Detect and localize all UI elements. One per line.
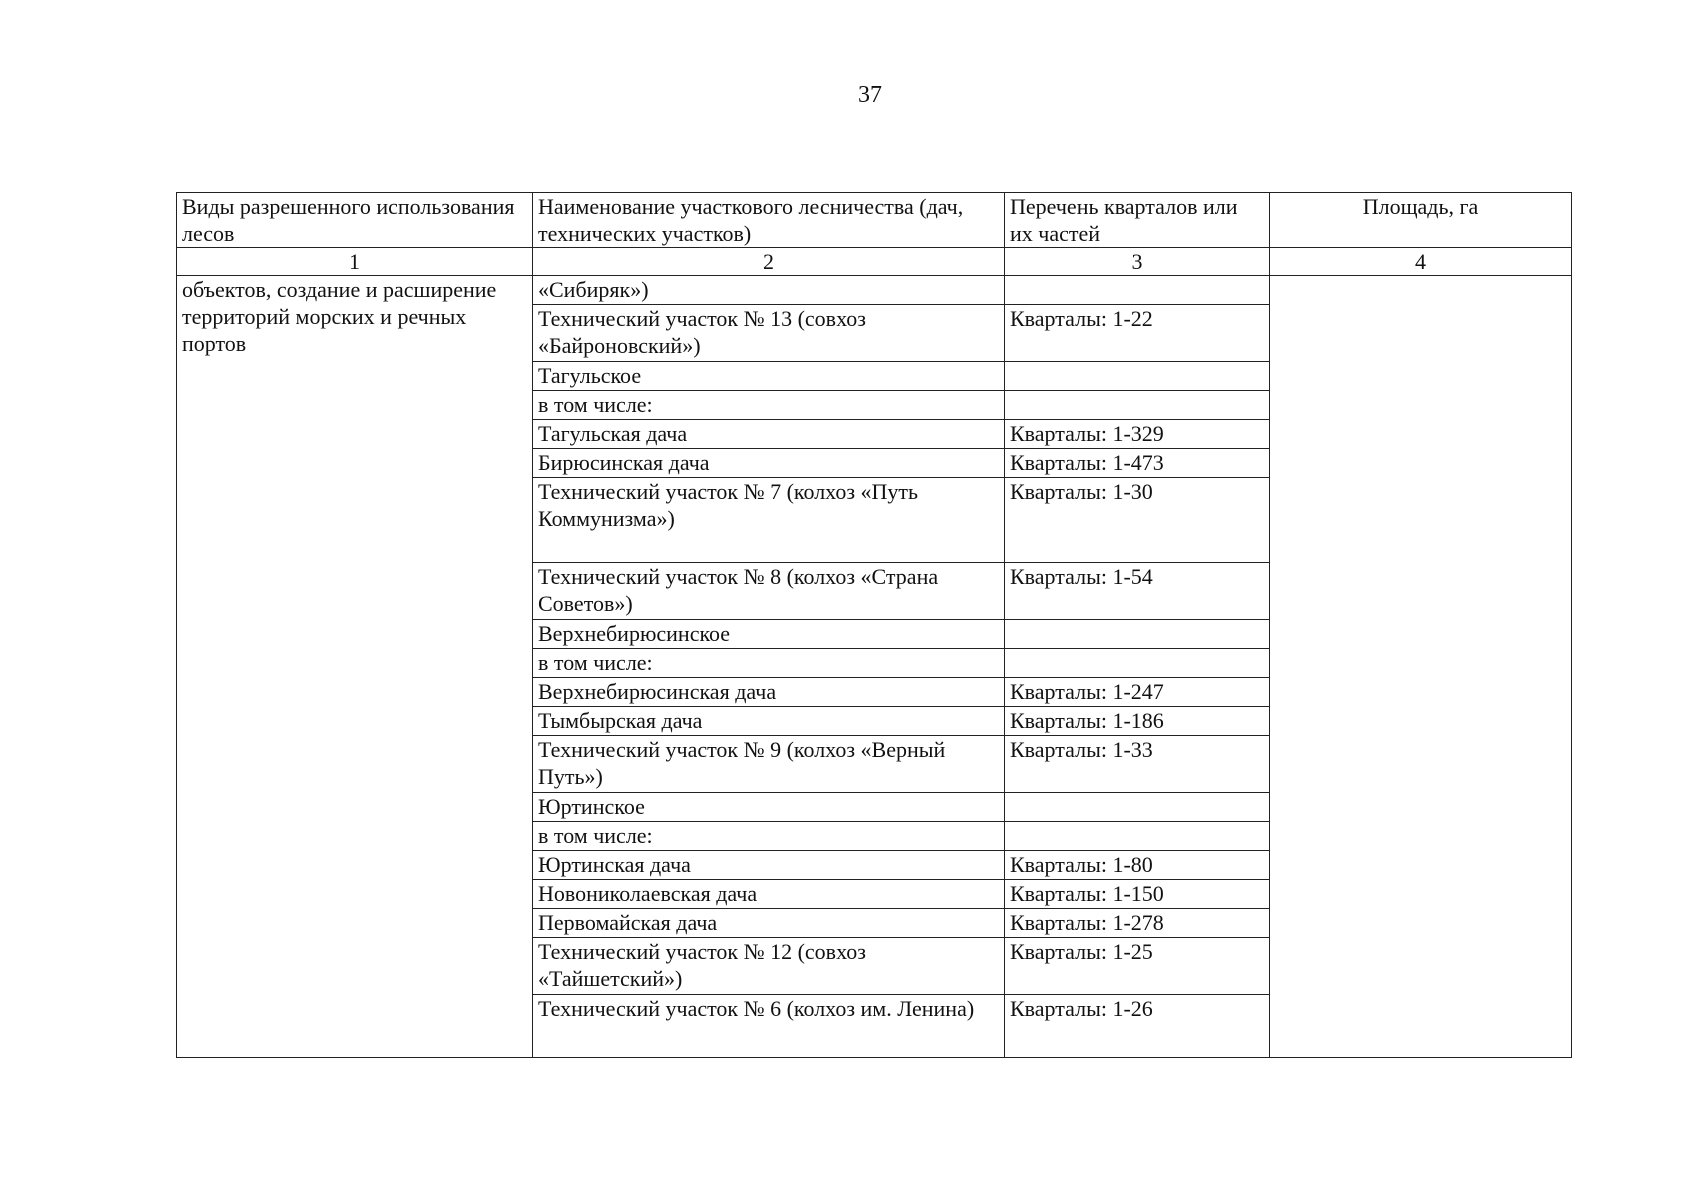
- quarters-cell: [1005, 649, 1270, 678]
- forestry-name-cell: Юртинское: [533, 793, 1005, 822]
- forestry-name-cell: Технический участок № 8 (колхоз «Страна Советов»): [533, 563, 1005, 620]
- forestry-name-cell: Технический участок № 12 (совхоз «Тайшетский»): [533, 938, 1005, 995]
- forestry-name-cell: Технический участок № 7 (колхоз «Путь Коммунизма»): [533, 478, 1005, 563]
- forestry-name-cell: Тагульская дача: [533, 420, 1005, 449]
- header-quarters: Перечень кварталов или их частей: [1005, 193, 1270, 248]
- forestry-name-cell: «Сибиряк»): [533, 276, 1005, 305]
- column-number: 1: [177, 248, 533, 276]
- forestry-name-cell: Технический участок № 9 (колхоз «Верный Путь»): [533, 736, 1005, 793]
- forestry-name-cell: Бирюсинская дача: [533, 449, 1005, 478]
- header-row: [177, 193, 1572, 248]
- quarters-cell: Кварталы: 1-329: [1005, 420, 1270, 449]
- quarters-cell: Кварталы: 1-150: [1005, 880, 1270, 909]
- forestry-name-cell: Верхнебирюсинское: [533, 620, 1005, 649]
- area-cell: [1270, 276, 1572, 1058]
- forestry-name-cell: Новониколаевская дача: [533, 880, 1005, 909]
- quarters-cell: [1005, 276, 1270, 305]
- forestry-name-cell: Технический участок № 6 (колхоз им. Ленина): [533, 995, 1005, 1058]
- forestry-name-cell: Первомайская дача: [533, 909, 1005, 938]
- quarters-cell: Кварталы: 1-80: [1005, 851, 1270, 880]
- forestry-name-cell: Верхнебирюсинская дача: [533, 678, 1005, 707]
- quarters-cell: Кварталы: 1-33: [1005, 736, 1270, 793]
- header-area: Площадь, га: [1270, 193, 1572, 248]
- quarters-cell: Кварталы: 1-54: [1005, 563, 1270, 620]
- quarters-cell: Кварталы: 1-473: [1005, 449, 1270, 478]
- forest-use-table: [176, 192, 1572, 1058]
- forestry-name-cell: Технический участок № 13 (совхоз «Байроновский»): [533, 305, 1005, 362]
- forestry-name-cell: Юртинская дача: [533, 851, 1005, 880]
- column-number: 3: [1005, 248, 1270, 276]
- forestry-name-cell: в том числе:: [533, 822, 1005, 851]
- quarters-cell: [1005, 391, 1270, 420]
- header-usage-type: Виды разрешенного использования лесов: [177, 193, 533, 248]
- quarters-cell: Кварталы: 1-26: [1005, 995, 1270, 1058]
- quarters-cell: [1005, 362, 1270, 391]
- column-number-row: [177, 248, 1572, 276]
- forestry-name-cell: Тагульское: [533, 362, 1005, 391]
- quarters-cell: [1005, 793, 1270, 822]
- quarters-cell: [1005, 822, 1270, 851]
- header-forestry-name: Наименование участкового лесничества (дач, технических участков): [533, 193, 1005, 248]
- column-number: 2: [533, 248, 1005, 276]
- column-number: 4: [1270, 248, 1572, 276]
- forestry-name-cell: в том числе:: [533, 649, 1005, 678]
- quarters-cell: Кварталы: 1-30: [1005, 478, 1270, 563]
- quarters-cell: Кварталы: 1-247: [1005, 678, 1270, 707]
- forestry-name-cell: Тымбырская дача: [533, 707, 1005, 736]
- quarters-cell: [1005, 620, 1270, 649]
- quarters-cell: Кварталы: 1-25: [1005, 938, 1270, 995]
- table-row: [177, 276, 1572, 305]
- quarters-cell: Кварталы: 1-22: [1005, 305, 1270, 362]
- usage-type-cell: объектов, создание и расширение территорий морских и речных портов: [177, 276, 533, 1058]
- page-number: 37: [858, 82, 882, 108]
- quarters-cell: Кварталы: 1-186: [1005, 707, 1270, 736]
- quarters-cell: Кварталы: 1-278: [1005, 909, 1270, 938]
- forestry-name-cell: в том числе:: [533, 391, 1005, 420]
